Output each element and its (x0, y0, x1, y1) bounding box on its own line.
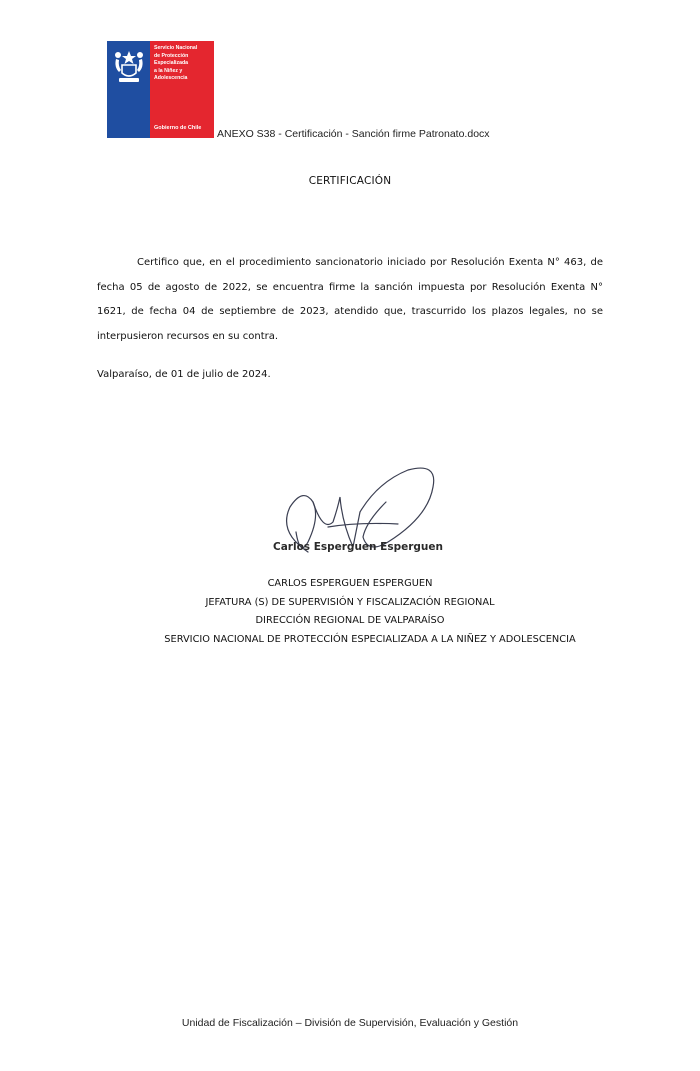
certification-paragraph (97, 251, 603, 349)
handwritten-signature (268, 462, 448, 572)
signer-institution: SERVICIO NACIONAL DE PROTECCIÓN ESPECIALIZADA A LA NIÑEZ Y ADOLESCENCIA (164, 633, 576, 645)
logo-blue-panel (107, 41, 150, 138)
coat-of-arms-icon (110, 45, 148, 87)
logo-government-label: Gobierno de Chile (154, 125, 202, 131)
signature-name: Carlos Esperguen Esperguen (273, 541, 443, 553)
date-line: Valparaíso, de 01 de julio de 2024. (97, 369, 271, 380)
document-title: CERTIFICACIÓN (308, 175, 392, 187)
document-filename: ANEXO S38 - Certificación - Sanción firme Patronato.docx (217, 128, 490, 140)
signer-office: DIRECCIÓN REGIONAL DE VALPARAÍSO (255, 615, 445, 626)
institution-logo (107, 41, 214, 138)
signature-block (0, 575, 700, 649)
certification-text: Certifico que, en el procedimiento sancionatorio iniciado por Resolución Exenta N° 463, de fecha 05 de agosto de 2022, se encuentra firme la sanción impuesta por Resolución Exenta N° 1621, de fecha 04 de septiembre de 2023, atendido que, trascurrido los plazos legales, no se interpusieron recursos en su contra. (97, 257, 603, 342)
signer-name: CARLOS ESPERGUEN ESPERGUEN (267, 578, 433, 589)
logo-institution-name: Servicio Nacional de Protección Especializada a la Niñez y Adolescencia (154, 45, 198, 81)
page-footer: Unidad de Fiscalización – División de Supervisión, Evaluación y Gestión (181, 1017, 519, 1029)
signer-position: JEFATURA (S) DE SUPERVISIÓN Y FISCALIZACIÓN REGIONAL (205, 596, 495, 608)
